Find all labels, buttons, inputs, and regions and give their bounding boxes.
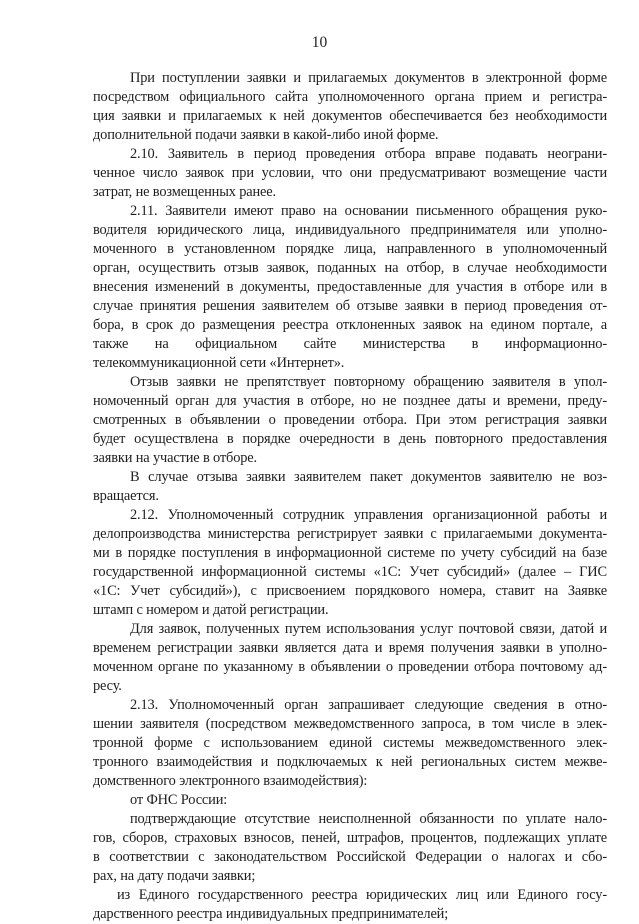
text-line: орган, осуществить отзыв заявок, поданных на отбор, в случае необходимости bbox=[93, 260, 607, 276]
paragraph-p5 bbox=[93, 468, 607, 506]
text-line: При поступлении заявки и прилагаемых документов в электронной форме bbox=[130, 70, 607, 86]
paragraph-p3 bbox=[93, 202, 607, 373]
text-line: В случае отзыва заявки заявителем пакет документов заявителю не воз- bbox=[130, 469, 607, 485]
text-line: от ФНС России: bbox=[130, 792, 228, 808]
paragraph-p7 bbox=[93, 620, 607, 696]
text-line: водителя юридического лица, индивидуального предпринимателя или уполно- bbox=[93, 222, 607, 238]
text-line: Для заявок, полученных путем использования услуг почтовой связи, датой и bbox=[130, 621, 607, 637]
paragraph-p6 bbox=[93, 506, 607, 620]
text-line: смотренных в объявлении о проведении отбора. При этом регистрация заявки bbox=[93, 412, 607, 428]
text-line: «1С: Учет субсидий»), с присвоением порядкового номера, ставит на Заявке bbox=[93, 583, 607, 599]
text-line: домственного электронного взаимодействия): bbox=[93, 773, 368, 789]
text-line: ченное число заявок при условии, что они предусматривают возмещение части bbox=[93, 165, 607, 181]
text-line: также на официальном сайте министерства в информационно- bbox=[93, 336, 607, 352]
text-line: случае принятия решения заявителем об отзыве заявки в период проведения от- bbox=[93, 298, 607, 314]
text-line: дарственного реестра индивидуальных предпринимателей; bbox=[93, 906, 449, 922]
text-line: гов, сборов, страховых взносов, пеней, штрафов, процентов, подлежащих уплате bbox=[93, 830, 607, 846]
text-line: ресу. bbox=[93, 678, 122, 694]
text-line: бора, в срок до размещения реестра отклоненных заявок на едином портале, а bbox=[93, 317, 607, 333]
text-line: номоченный орган для участия в отборе, но не позднее даты и времени, преду- bbox=[93, 393, 607, 409]
text-line: 2.10. Заявитель в период проведения отбора вправе подавать неограни- bbox=[130, 146, 607, 162]
text-line: затрат, не возмещенных ранее. bbox=[93, 184, 276, 200]
text-line: временем регистрации заявки является дата и время получения заявки в уполно- bbox=[93, 640, 607, 656]
text-line: вращается. bbox=[93, 488, 159, 504]
text-line: посредством официального сайта уполномоченного органа прием и регистра- bbox=[93, 89, 607, 105]
text-line: подтверждающие отсутствие неисполненной обязанности по уплате нало- bbox=[130, 811, 607, 827]
text-line: Отзыв заявки не препятствует повторному обращению заявителя в упол- bbox=[130, 374, 607, 390]
document-body bbox=[93, 69, 607, 924]
text-line: будет осуществлена в порядке очередности в день повторного предоставления bbox=[93, 431, 607, 447]
text-line: заявки на участие в отборе. bbox=[93, 450, 257, 466]
paragraph-p1 bbox=[93, 69, 607, 145]
paragraph-p8 bbox=[93, 696, 607, 791]
paragraph-p11 bbox=[93, 886, 607, 924]
paragraph-p10 bbox=[93, 810, 607, 886]
text-line: ми в порядке поступления в информационной системе по учету субсидий на базе bbox=[93, 545, 607, 561]
paragraph-p4 bbox=[93, 373, 607, 468]
text-line: дополнительной подачи заявки в какой-либо иной форме. bbox=[93, 127, 439, 143]
text-line: телекоммуникационной сети «Интернет». bbox=[93, 355, 345, 371]
paragraph-p9 bbox=[93, 791, 607, 810]
text-line: моченного в установленном порядке лица, направленного в уполномоченный bbox=[93, 241, 607, 257]
text-line: тронной форме с использованием единой системы межведомственного элек- bbox=[93, 735, 607, 751]
text-line: штамп с номером и датой регистрации. bbox=[93, 602, 329, 618]
text-line: из Единого государственного реестра юридических лиц или Единого госу- bbox=[117, 887, 607, 903]
text-line: делопроизводства министерства регистрирует заявки с прилагаемыми документа- bbox=[93, 526, 607, 542]
text-line: 2.12. Уполномоченный сотрудник управления организационной работы и bbox=[130, 507, 607, 523]
text-line: рах, на дату подачи заявки; bbox=[93, 868, 256, 884]
text-line: 2.11. Заявители имеют право на основании письменного обращения руко- bbox=[130, 203, 607, 219]
text-line: тронного взаимодействия и подключаемых к ней региональных систем межве- bbox=[93, 754, 607, 770]
text-line: 2.13. Уполномоченный орган запрашивает следующие сведения в отно- bbox=[130, 697, 607, 713]
text-line: внесения изменений в документы, предоставленные для участия в отборе или в bbox=[93, 279, 607, 295]
text-line: ция заявки и прилагаемых к ней документов обеспечивается без необходимости bbox=[93, 108, 607, 124]
text-line: в соответствии с законодательством Российской Федерации о налогах и сбо- bbox=[93, 849, 607, 865]
text-line: моченном органе по указанному в объявлении о проведении отбора почтовому ад- bbox=[93, 659, 607, 675]
page-number: 10 bbox=[311, 34, 328, 51]
paragraph-p2 bbox=[93, 145, 607, 202]
text-line: государственной информационной системы «1С: Учет субсидий» (далее – ГИС bbox=[93, 564, 607, 580]
text-line: шении заявителя (посредством межведомственного запроса, в том числе в элек- bbox=[93, 716, 607, 732]
